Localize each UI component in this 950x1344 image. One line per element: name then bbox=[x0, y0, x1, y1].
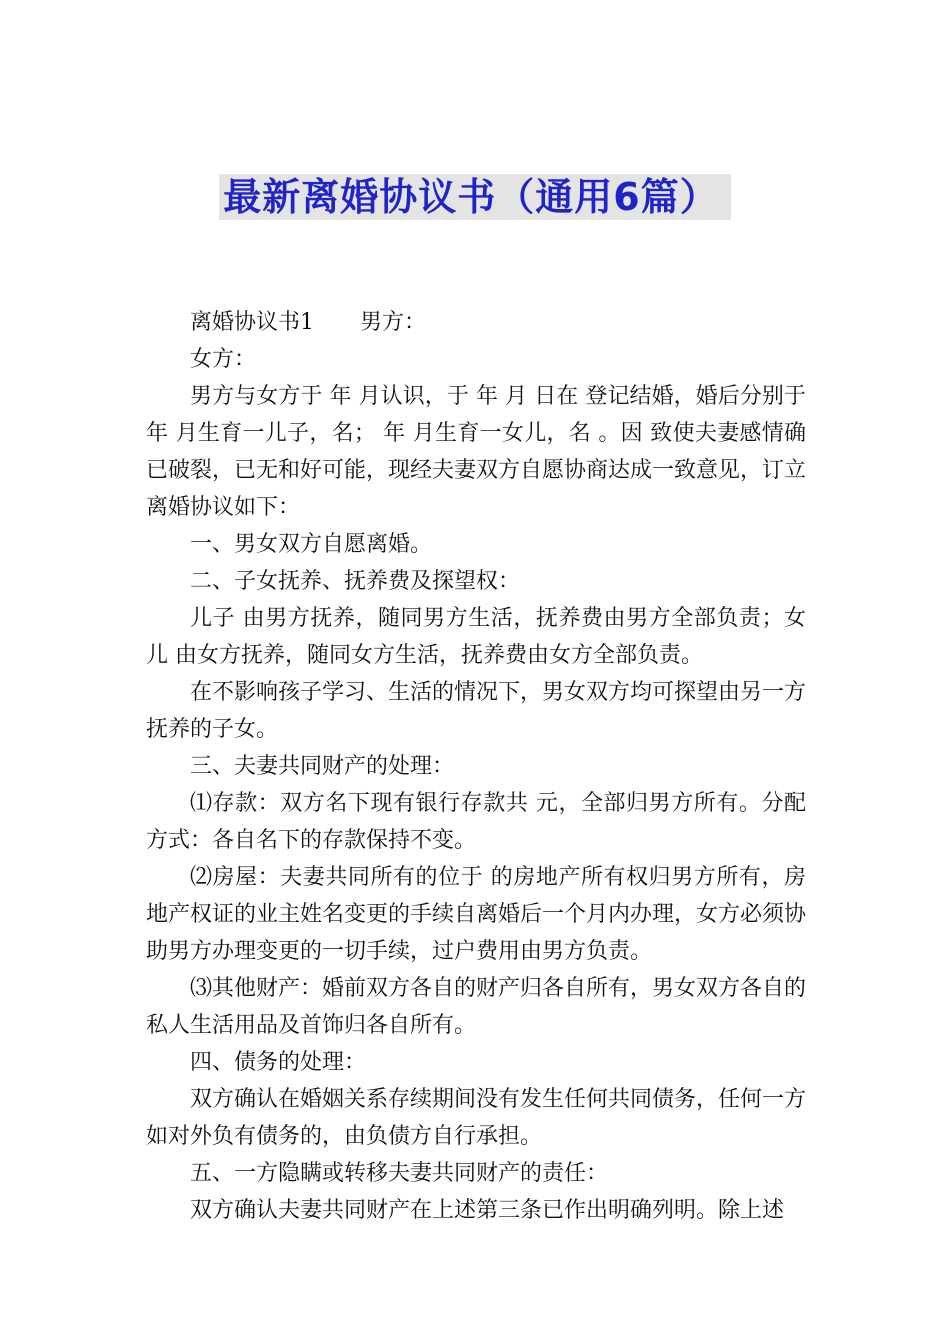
clause-2-custody: 儿子 由男方抚养，随同男方生活，抚养费由男方全部负责；女儿 由女方抚养，随同女方生活，抚养费由女方全部负责。 bbox=[146, 606, 806, 668]
clause-5-heading: 五、一方隐瞒或转移夫妻共同财产的责任： bbox=[190, 1161, 609, 1186]
document-title: 最新离婚协议书（通用6篇） bbox=[219, 174, 730, 220]
agreement-number: 离婚协议书1 bbox=[190, 310, 314, 335]
male-party-label: 男方： bbox=[360, 310, 427, 335]
clause-3-deposits: ⑴存款：双方名下现有银行存款共 元，全部归男方所有。分配方式：各自名下的存款保持不变。 bbox=[146, 791, 806, 853]
clause-4-heading: 四、债务的处理： bbox=[190, 1050, 367, 1075]
document-body bbox=[146, 304, 806, 1229]
clause-2-heading: 二、子女抚养、抚养费及探望权： bbox=[190, 569, 521, 594]
title-container bbox=[0, 174, 950, 220]
clause-3-heading: 三、夫妻共同财产的处理： bbox=[190, 754, 455, 779]
clause-3-other-property: ⑶其他财产：婚前双方各自的财产归各自所有，男女双方各自的私人生活用品及首饰归各自所有。 bbox=[146, 976, 807, 1038]
clause-3-house: ⑵房屋：夫妻共同所有的位于 的房地产所有权归男方所有，房地产权证的业主姓名变更的手续自离婚后一个月内办理，女方必须协助男方办理变更的一切手续，过户费用由男方负责。 bbox=[146, 865, 807, 964]
clause-5-text: 双方确认夫妻共同财产在上述第三条已作出明确列明。除上述 bbox=[190, 1198, 785, 1223]
clause-4-debts: 双方确认在婚姻关系存续期间没有发生任何共同债务，任何一方如对外负有债务的，由负债方自行承担。 bbox=[146, 1087, 807, 1149]
header-line bbox=[146, 304, 806, 341]
clause-1-heading: 一、男女双方自愿离婚。 bbox=[190, 532, 433, 557]
paragraph-intro: 男方与女方于 年 月认识，于 年 月 日在 登记结婚，婚后分别于 年 月生育一儿子，名； 年 月生育一女儿，名 。因 致使夫妻感情确已破裂，已无和好可能，现经夫妻双方自愿协商达成一致意见，订立离婚协议如下： bbox=[146, 384, 807, 520]
clause-2-visitation: 在不影响孩子学习、生活的情况下，男女双方均可探望由另一方抚养的子女。 bbox=[146, 680, 807, 742]
paragraph-female-party: 女方： bbox=[190, 347, 257, 372]
